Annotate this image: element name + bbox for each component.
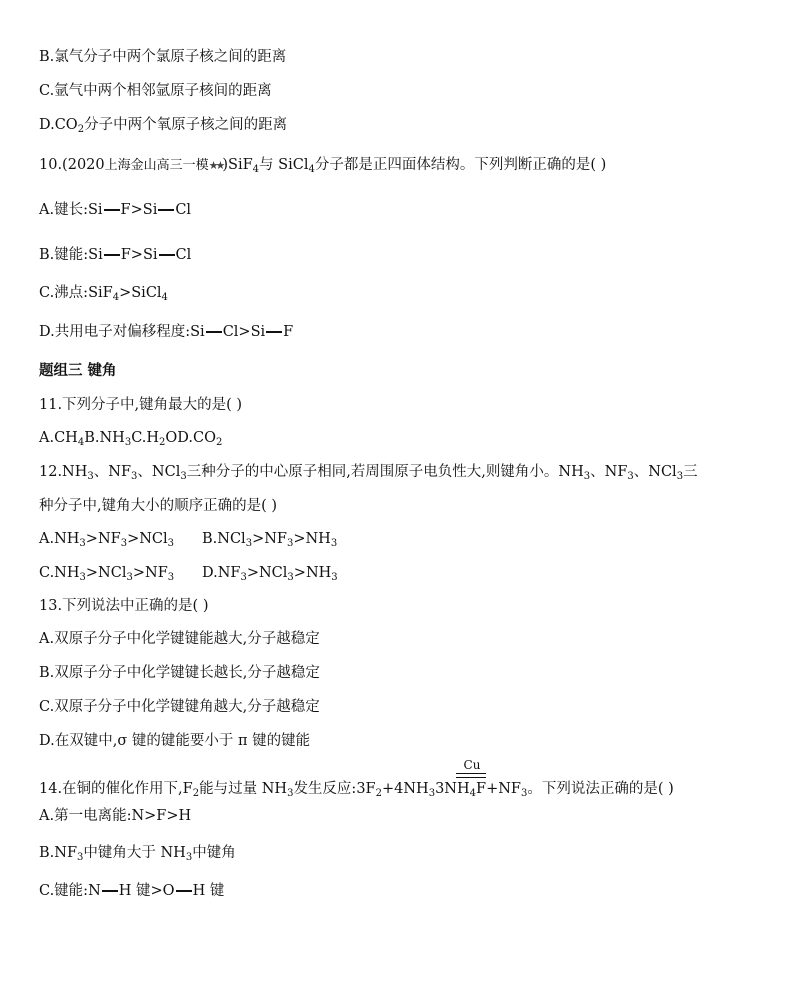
- q10-option-b: B.键能:Si F>Si Cl: [39, 247, 192, 263]
- q12-option-a: $A.NH_3>NF_3>NCl_3$: [39, 531, 175, 549]
- q12-option-b: $B.NCl_3>NF_3>NH_3$: [202, 531, 338, 549]
- q14-stem: 14.在铜的催化作用下$,F_2$能与过量 $NH_3$发生反应$:3F_2+4NH_33NH_4F+NF_3$。下列说法正确的是( ): [39, 781, 674, 799]
- q14-option-b: $B.NF_3$中键角大于 $NH_3$中键角: [39, 845, 236, 863]
- q11-stem: 11.下列分子中,键角最大的是( ): [39, 397, 243, 413]
- q13-option-d: D.在双键中,σ 键的键能要小于 π 键的键能: [39, 733, 311, 749]
- q14-option-a: A.第一电离能:N>F>H: [39, 808, 192, 824]
- q9-option-b: B.氯气分子中两个氯原子核之间的距离: [39, 49, 287, 65]
- single-bond-line: [176, 890, 192, 892]
- difficulty-star-icon: ★★: [208, 159, 223, 172]
- q12-options-row2: [39, 563, 338, 583]
- q10-option-c: C.沸点:SiF$_4$>SiCl$_4$: [39, 285, 168, 303]
- q11-options: [39, 428, 222, 448]
- single-bond-line: [159, 254, 175, 256]
- q13-option-c: C.双原子分子中化学键键角越大,分子越稳定: [39, 699, 320, 715]
- q13-option-b: B.双原子分子中化学键键长越长,分子越稳定: [39, 665, 320, 681]
- q10-option-a: A.键长:Si F>Si Cl: [39, 202, 192, 218]
- q11-option-a: $A.CH_4$: [39, 430, 85, 448]
- q12-option-c: $C.NH_3>NCl_3>NF_3$: [39, 565, 175, 583]
- q14-option-c: C.键能:N H 键>O H 键: [39, 883, 225, 899]
- q10-stem: 10.(2020上海金山高三一模★★)SiF$_4$与 SiCl$_4$分子都是正四面体结构。下列判断正确的是( ): [39, 157, 607, 175]
- q12-option-d: $D.NF_3>NCl_3>NH_3$: [202, 565, 338, 583]
- section-heading: 题组三 键角: [39, 362, 117, 379]
- q9-option-d: $D.CO_2$分子中两个氧原子核之间的距离: [39, 117, 288, 135]
- q11-option-d: $D.CO_2$: [177, 430, 223, 448]
- q10-option-d: D.共用电子对偏移程度:Si Cl>Si F: [39, 324, 294, 340]
- q12-stem-line2: 种分子中,键角大小的顺序正确的是( ): [39, 498, 278, 514]
- q12-options-row1: [39, 529, 337, 549]
- q11-option-c: $C.H_2O$: [131, 430, 178, 448]
- single-bond-line: [102, 890, 118, 892]
- single-bond-line: [104, 209, 120, 211]
- q9-option-c: C.氩气中两个相邻氩原子核间的距离: [39, 83, 272, 99]
- single-bond-line: [158, 209, 174, 211]
- reaction-catalyst: Cu: [463, 758, 481, 772]
- q13-stem: 13.下列说法中正确的是( ): [39, 598, 209, 614]
- single-bond-line: [104, 254, 120, 256]
- reaction-equals-sign: [456, 773, 486, 778]
- q13-option-a: A.双原子分子中化学键键能越大,分子越稳定: [39, 631, 320, 647]
- single-bond-line: [206, 331, 222, 333]
- single-bond-line: [266, 331, 282, 333]
- q11-option-b: $B.NH_3$: [84, 430, 132, 448]
- q12-stem-line1: $12.NH_3$、$NF_3$、NCl$_3$三种分子的中心原子相同,若周围原子电负性大,则键角小。$NH_3$、$NF_3$、NCl$_3$三: [39, 464, 698, 482]
